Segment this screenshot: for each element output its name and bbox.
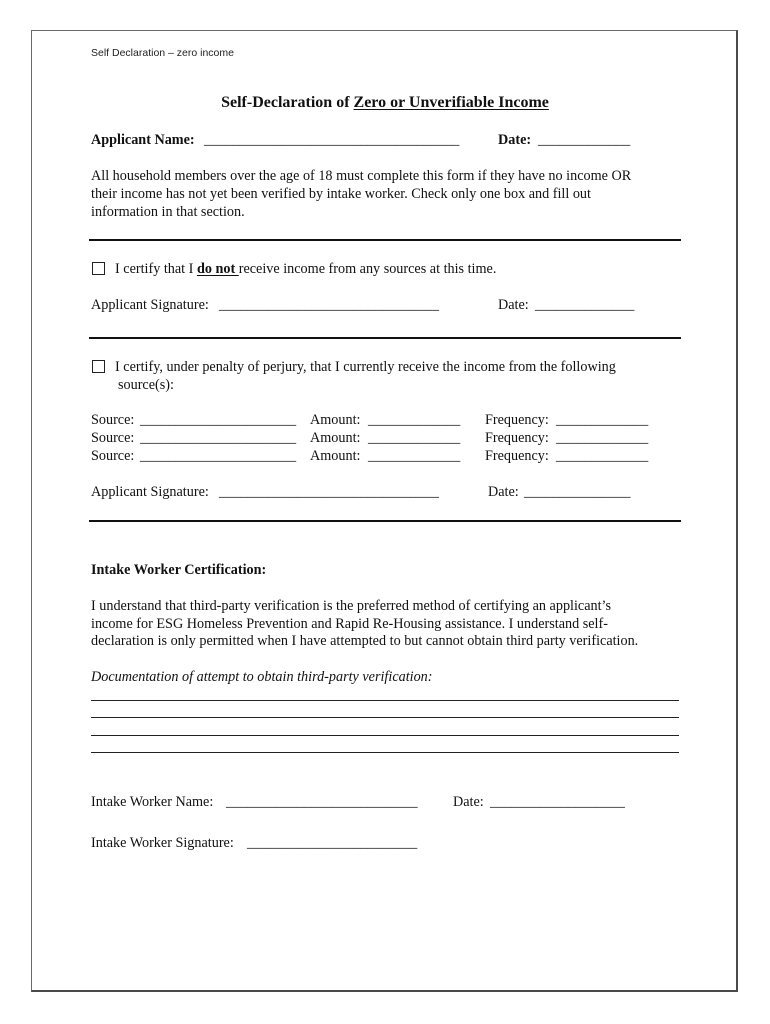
frequency-label-3: Frequency: — [485, 448, 549, 464]
amount-field-1[interactable]: _____________ — [368, 412, 461, 428]
frequency-label-2: Frequency: — [485, 430, 549, 446]
source-label-1: Source: — [91, 412, 135, 428]
no-income-signature-field[interactable]: _______________________________ — [219, 297, 439, 313]
frequency-label-1: Frequency: — [485, 412, 549, 428]
no-income-statement — [115, 260, 496, 278]
section-divider-1 — [89, 239, 681, 241]
applicant-date-field[interactable]: _____________ — [538, 132, 631, 148]
frequency-field-2[interactable]: _____________ — [556, 430, 649, 446]
documentation-label: Documentation of attempt to obtain third-party verification: — [91, 669, 433, 685]
amount-field-3[interactable]: _____________ — [368, 448, 461, 464]
income-signature-field[interactable]: _______________________________ — [219, 484, 439, 500]
source-field-3[interactable]: ______________________ — [140, 448, 297, 464]
no-income-date-field[interactable]: ______________ — [535, 297, 635, 313]
section-divider-2 — [89, 337, 681, 339]
intake-para-line-3: declaration is only permitted when I have attempted to but cannot obtain third party verification. — [91, 633, 639, 649]
income-signature-label: Applicant Signature: — [91, 484, 209, 500]
intake-date-label: Date: — [453, 794, 484, 810]
income-statement-line-2: source(s): — [118, 377, 174, 393]
intake-signature-label: Intake Worker Signature: — [91, 835, 234, 851]
income-date-label: Date: — [488, 484, 519, 500]
running-header: Self Declaration – zero income — [91, 47, 234, 59]
intake-date-field[interactable]: ___________________ — [490, 794, 625, 810]
applicant-date-label: Date: — [498, 132, 532, 148]
applicant-name-label: Applicant Name: — [91, 132, 195, 148]
no-income-statement-pre: I certify that I — [115, 261, 197, 277]
intake-para-line-1: I understand that third-party verification is the preferred method of certifying an applicant’s — [91, 598, 612, 614]
form-title — [0, 94, 770, 112]
do-not-emphasis: do not — [196, 261, 239, 277]
source-field-2[interactable]: ______________________ — [140, 430, 297, 446]
documentation-line-4[interactable] — [91, 752, 679, 753]
no-income-checkbox[interactable] — [92, 262, 105, 275]
amount-label-3: Amount: — [310, 448, 361, 464]
amount-label-2: Amount: — [310, 430, 361, 446]
intro-line-3: information in that section. — [91, 204, 245, 220]
applicant-name-field[interactable]: ____________________________________ — [204, 132, 460, 148]
section-divider-3 — [89, 520, 681, 522]
form-title-underlined: Zero or Unverifiable Income — [353, 94, 549, 111]
source-label-3: Source: — [91, 448, 135, 464]
frequency-field-3[interactable]: _____________ — [556, 448, 649, 464]
no-income-date-label: Date: — [498, 297, 529, 313]
frequency-field-1[interactable]: _____________ — [556, 412, 649, 428]
source-field-1[interactable]: ______________________ — [140, 412, 297, 428]
income-sources-checkbox[interactable] — [92, 360, 105, 373]
intro-line-1: All household members over the age of 18 must complete this form if they have no income OR — [91, 168, 632, 184]
intake-name-label: Intake Worker Name: — [91, 794, 214, 810]
intake-name-field[interactable]: ___________________________ — [226, 794, 418, 810]
amount-label-1: Amount: — [310, 412, 361, 428]
amount-field-2[interactable]: _____________ — [368, 430, 461, 446]
income-statement-line-1: I certify, under penalty of perjury, that I currently receive the income from the following — [115, 359, 616, 375]
intro-line-2: their income has not yet been verified by intake worker. Check only one box and fill out — [91, 186, 591, 202]
intake-para-line-2: income for ESG Homeless Prevention and Rapid Re-Housing assistance. I understand self- — [91, 616, 608, 632]
documentation-line-1[interactable] — [91, 700, 679, 701]
no-income-statement-post: receive income from any sources at this time. — [238, 261, 497, 277]
intake-signature-field[interactable]: ________________________ — [247, 835, 418, 851]
form-title-prefix: Self-Declaration of — [221, 94, 354, 111]
income-date-field[interactable]: _______________ — [524, 484, 631, 500]
documentation-line-3[interactable] — [91, 735, 679, 736]
intake-heading: Intake Worker Certification: — [91, 562, 267, 578]
documentation-line-2[interactable] — [91, 717, 679, 718]
source-label-2: Source: — [91, 430, 135, 446]
no-income-signature-label: Applicant Signature: — [91, 297, 209, 313]
